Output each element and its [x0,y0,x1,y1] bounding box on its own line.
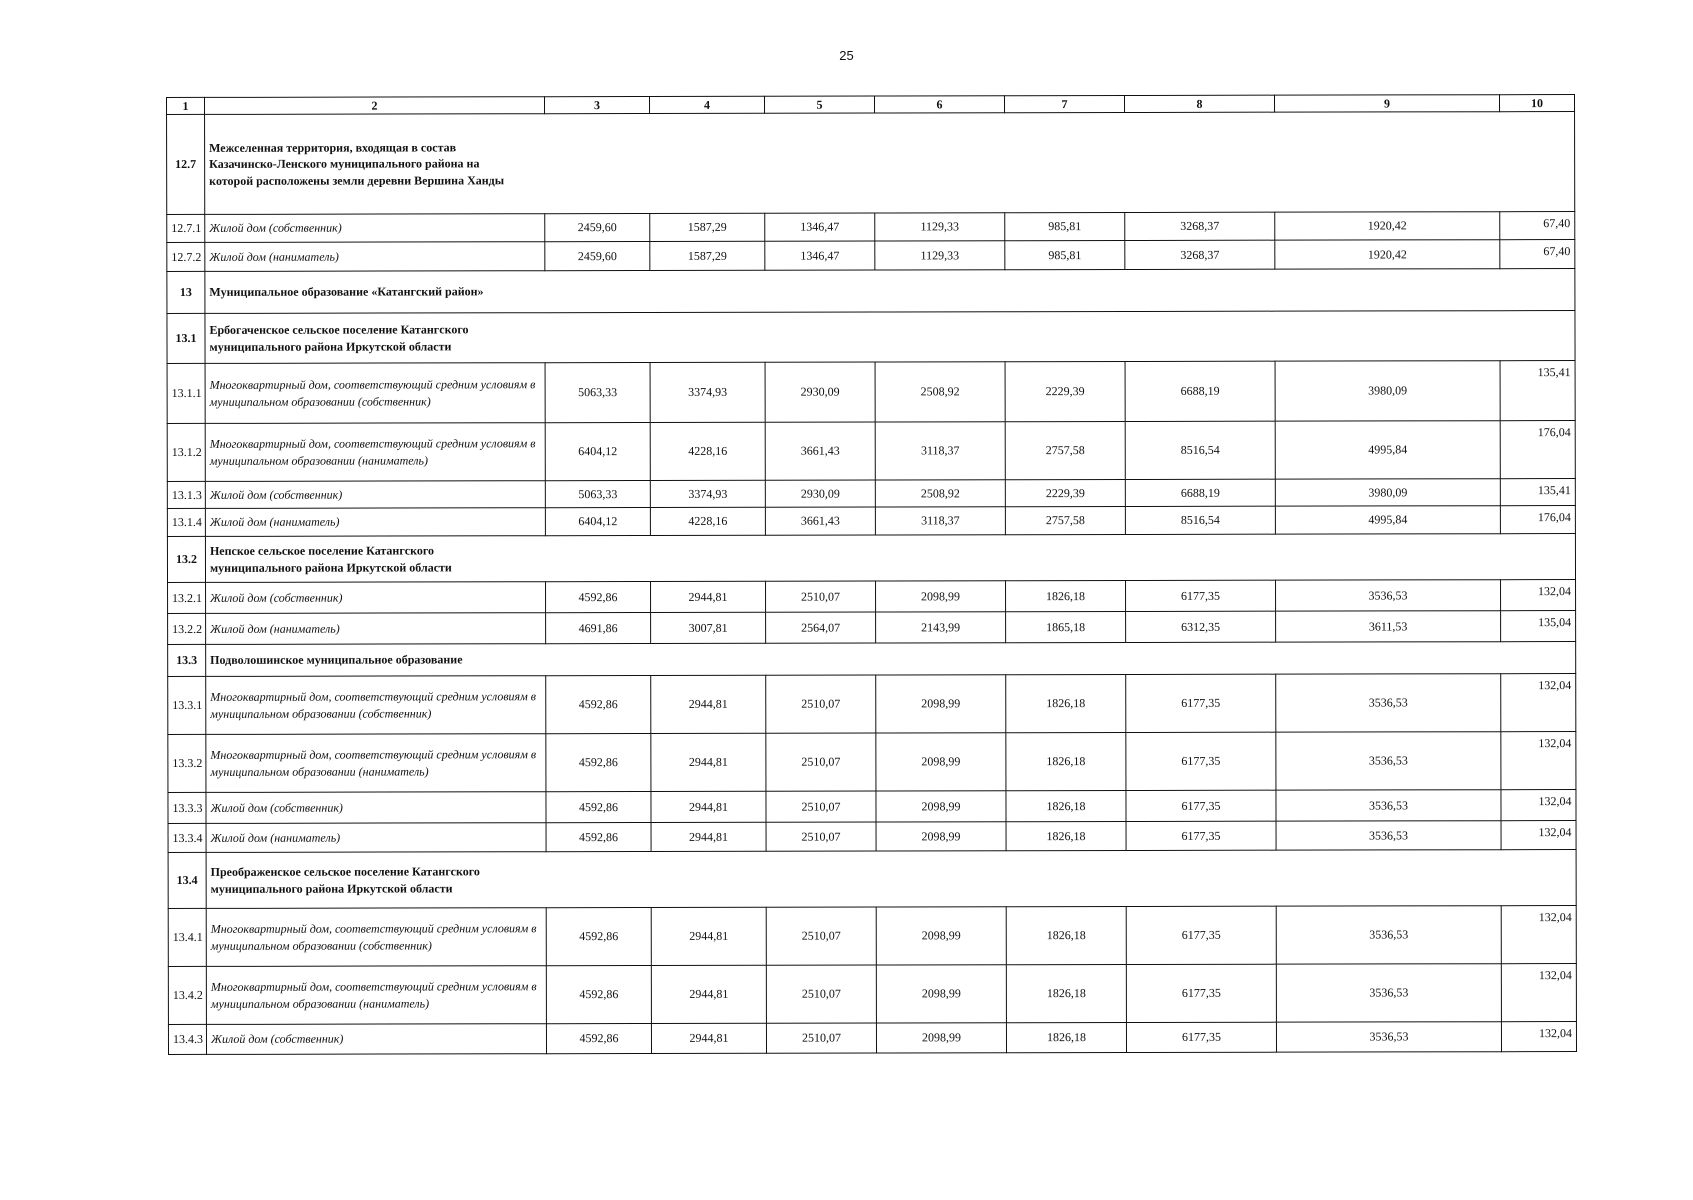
section-title [206,642,1576,677]
section-code: 13 [167,271,205,313]
column-header: 5 [764,96,874,113]
row-name: Многоквартирный дом, соответствующий средним условиям в муниципальном образовании (наниматель) [205,423,545,482]
value-cell: 6177,35 [1126,790,1276,821]
table-row [168,906,1576,967]
value-cell: 6688,19 [1125,361,1275,421]
row-code: 13.4.1 [168,908,206,966]
row-name: Многоквартирный дом, соответствующий средним условиям в муниципальном образовании (собственник) [206,908,546,967]
value-cell: 2098,99 [876,733,1006,791]
value-cell: 6177,35 [1126,821,1276,850]
value-cell: 6177,35 [1126,964,1276,1022]
column-header: 6 [874,96,1004,113]
row-name: Многоквартирный дом, соответствующий средним условиям в муниципальном образовании (наниматель) [206,966,546,1025]
value-cell: 67,40 [1500,240,1575,269]
value-cell: 1346,47 [765,241,875,270]
section-row [167,311,1575,364]
value-cell: 1826,18 [1006,1022,1126,1052]
value-cell: 2098,99 [876,1023,1006,1053]
value-cell: 3374,93 [650,362,765,422]
value-cell: 1865,18 [1006,611,1126,642]
row-name: Жилой дом (наниматель) [205,508,545,537]
value-cell: 132,04 [1501,790,1576,821]
value-cell: 2510,07 [766,733,876,791]
row-name: Жилой дом (собственник) [205,481,545,509]
row-name: Многоквартирный дом, соответствующий средним условиям в муниципальном образовании (наниматель) [206,734,546,793]
column-header: 2 [205,97,545,115]
section-code: 13.1 [167,313,205,363]
value-cell: 2510,07 [766,791,876,822]
column-header: 10 [1499,95,1574,112]
row-name: Жилой дом (наниматель) [206,613,546,645]
table-row [167,361,1575,424]
value-cell: 135,41 [1500,361,1575,421]
value-cell: 2459,60 [545,241,650,270]
value-cell: 2459,60 [545,213,650,241]
value-cell: 132,04 [1501,580,1576,611]
value-cell: 2757,58 [1005,421,1125,479]
row-name: Жилой дом (собственник) [206,582,546,614]
section-title [205,112,1575,215]
section-title [205,534,1575,583]
value-cell: 3268,37 [1125,212,1275,240]
value-cell: 2944,81 [651,1023,766,1053]
value-cell: 3611,53 [1276,611,1501,642]
value-cell: 3374,93 [650,480,765,507]
table-row [167,421,1575,482]
value-cell: 4592,86 [546,791,651,822]
value-cell: 2510,07 [766,965,876,1023]
value-cell: 67,40 [1500,212,1575,240]
section-code: 13.3 [168,644,206,676]
row-code: 13.1.3 [167,481,205,508]
page-number: 25 [839,48,854,63]
table-row [168,821,1576,853]
value-cell: 3536,53 [1276,1022,1501,1052]
row-code: 13.4.2 [168,966,206,1024]
value-cell: 3118,37 [875,422,1005,480]
section-title-text: Преображенское сельское поселение Катангского муниципального района Иркутской области [210,864,480,896]
value-cell: 6177,35 [1126,906,1276,964]
value-cell: 135,04 [1501,611,1576,642]
value-cell: 6312,35 [1126,611,1276,642]
value-cell: 176,04 [1500,506,1575,534]
value-cell: 3661,43 [765,507,875,535]
row-code: 13.1.4 [167,508,205,536]
column-header: 9 [1274,95,1499,112]
section-title [205,311,1575,364]
value-cell: 985,81 [1005,240,1125,269]
table-body [167,112,1577,1055]
value-cell: 2510,07 [766,581,876,612]
value-cell: 2944,81 [651,822,766,851]
value-cell: 6177,35 [1126,732,1276,790]
value-cell: 4592,86 [546,822,651,851]
value-cell: 132,04 [1501,1022,1576,1052]
value-cell: 1826,18 [1006,732,1126,790]
value-cell: 4228,16 [650,422,765,480]
value-cell: 3980,09 [1275,361,1500,421]
value-cell: 6177,35 [1126,1022,1276,1052]
value-cell: 6404,12 [545,422,650,480]
value-cell: 6404,12 [545,507,650,535]
value-cell: 4592,86 [546,675,651,733]
row-name: Жилой дом (собственник) [206,1024,546,1055]
value-cell: 4228,16 [650,507,765,535]
value-cell: 2510,07 [766,822,876,851]
row-code: 13.1.2 [167,423,205,481]
value-cell: 2944,81 [651,675,766,733]
table-row [167,240,1575,272]
value-cell: 3268,37 [1125,240,1275,269]
table-row [168,1022,1576,1055]
value-cell: 4592,86 [546,581,651,612]
row-code: 12.7.1 [167,214,205,242]
row-code: 13.2.1 [168,582,206,613]
table-row [168,580,1576,614]
value-cell: 2098,99 [876,965,1006,1023]
value-cell: 2098,99 [876,581,1006,612]
row-name: Жилой дом (собственник) [205,214,545,243]
value-cell: 3118,37 [875,507,1005,535]
value-cell: 2510,07 [766,907,876,965]
value-cell: 5063,33 [545,362,650,422]
value-cell: 3661,43 [765,422,875,480]
value-cell: 176,04 [1500,421,1575,479]
value-cell: 4995,84 [1275,421,1500,479]
value-cell: 4592,86 [546,1023,651,1053]
value-cell: 3536,53 [1276,906,1501,964]
column-header: 7 [1004,95,1124,112]
column-header: 4 [650,96,765,113]
tariff-table [166,94,1577,1055]
value-cell: 3536,53 [1276,674,1501,732]
value-cell: 2944,81 [651,581,766,612]
table-row [168,674,1576,735]
column-header: 1 [167,97,205,114]
value-cell: 6177,35 [1126,580,1276,611]
value-cell: 2229,39 [1005,479,1125,506]
value-cell: 2508,92 [875,480,1005,507]
value-cell: 1826,18 [1006,821,1126,850]
value-cell: 2098,99 [876,791,1006,822]
value-cell: 1920,42 [1275,240,1500,269]
row-code: 13.4.3 [168,1024,206,1054]
row-name: Многоквартирный дом, соответствующий средним условиям в муниципальном образовании (собственник) [205,363,545,424]
table-row [168,790,1576,824]
value-cell: 1826,18 [1006,580,1126,611]
value-cell: 2098,99 [876,907,1006,965]
value-cell: 6688,19 [1125,479,1275,506]
value-cell: 135,41 [1500,479,1575,506]
value-cell: 132,04 [1501,821,1576,850]
section-title-text: Ербогаченское сельское поселение Катангского муниципального района Иркутской области [209,322,469,354]
column-header: 3 [545,96,650,113]
value-cell: 1920,42 [1275,212,1500,240]
value-cell: 2143,99 [876,612,1006,643]
value-cell: 2930,09 [765,362,875,422]
value-cell: 4691,86 [546,612,651,643]
section-code: 13.2 [167,536,205,582]
table-row [167,212,1575,243]
section-code: 12.7 [167,114,205,214]
section-row [168,850,1576,909]
value-cell: 2098,99 [876,822,1006,851]
column-header: 8 [1124,95,1274,112]
value-cell: 3536,53 [1276,580,1501,611]
value-cell: 1587,29 [650,213,765,241]
value-cell: 6177,35 [1126,674,1276,732]
section-code: 13.4 [168,852,206,908]
value-cell: 2757,58 [1005,506,1125,534]
row-name: Многоквартирный дом, соответствующий средним условиям в муниципальном образовании (собственник) [206,676,546,735]
row-name: Жилой дом (наниматель) [205,242,545,272]
table-row [168,964,1576,1025]
value-cell: 4592,86 [546,907,651,965]
value-cell: 4995,84 [1275,506,1500,534]
value-cell: 1129,33 [875,213,1005,241]
value-cell: 1587,29 [650,241,765,270]
row-name: Жилой дом (собственник) [206,792,546,824]
value-cell: 2564,07 [766,612,876,643]
row-code: 13.2.2 [168,613,206,644]
value-cell: 5063,33 [545,480,650,507]
value-cell: 3007,81 [651,612,766,643]
section-title-text: Непское сельское поселение Катангского муниципального района Иркутской области [209,543,452,575]
table-row [167,479,1575,509]
value-cell: 4592,86 [546,733,651,791]
value-cell: 1826,18 [1006,674,1126,732]
value-cell: 8516,54 [1125,506,1275,534]
row-code: 13.3.2 [168,734,206,792]
row-code: 13.3.4 [168,823,206,852]
value-cell: 8516,54 [1125,421,1275,479]
section-title-text: Муниципальное образование «Катангский район» [209,284,484,300]
table-row [168,732,1576,793]
value-cell: 1129,33 [875,241,1005,270]
value-cell: 132,04 [1501,732,1576,790]
value-cell: 2508,92 [875,362,1005,422]
section-row [167,534,1575,583]
value-cell: 132,04 [1501,964,1576,1022]
value-cell: 3536,53 [1276,964,1501,1022]
row-code: 13.3.3 [168,792,206,823]
value-cell: 2944,81 [651,733,766,791]
section-row [167,112,1575,215]
value-cell: 2229,39 [1005,361,1125,421]
value-cell: 2944,81 [651,965,766,1023]
row-code: 13.3.1 [168,676,206,734]
table-row [167,506,1575,537]
value-cell: 3536,53 [1276,790,1501,821]
table-row [168,611,1576,645]
value-cell: 1826,18 [1006,964,1126,1022]
value-cell: 132,04 [1501,906,1576,964]
section-title [205,269,1575,314]
value-cell: 4592,86 [546,965,651,1023]
section-title-text: Межселенная территория, входящая в состав Казачинско-Ленского муниципального района на которой расположены земли деревни Вершина Ханды [209,140,505,188]
value-cell: 1826,18 [1006,906,1126,964]
row-code: 13.1.1 [167,363,205,423]
value-cell: 1346,47 [765,213,875,241]
value-cell: 2510,07 [766,675,876,733]
value-cell: 3980,09 [1275,479,1500,506]
row-name: Жилой дом (наниматель) [206,823,546,853]
value-cell: 3536,53 [1276,732,1501,790]
value-cell: 985,81 [1005,212,1125,240]
value-cell: 132,04 [1501,674,1576,732]
value-cell: 1826,18 [1006,790,1126,821]
section-row [168,642,1576,677]
value-cell: 2944,81 [651,907,766,965]
row-code: 12.7.2 [167,242,205,271]
value-cell: 2510,07 [766,1023,876,1053]
value-cell: 2098,99 [876,675,1006,733]
value-cell: 2944,81 [651,791,766,822]
section-title-text: Подволошинское муниципальное образование [210,652,463,668]
value-cell: 2930,09 [765,480,875,507]
value-cell: 3536,53 [1276,821,1501,850]
section-row [167,269,1575,314]
section-title [206,850,1576,909]
